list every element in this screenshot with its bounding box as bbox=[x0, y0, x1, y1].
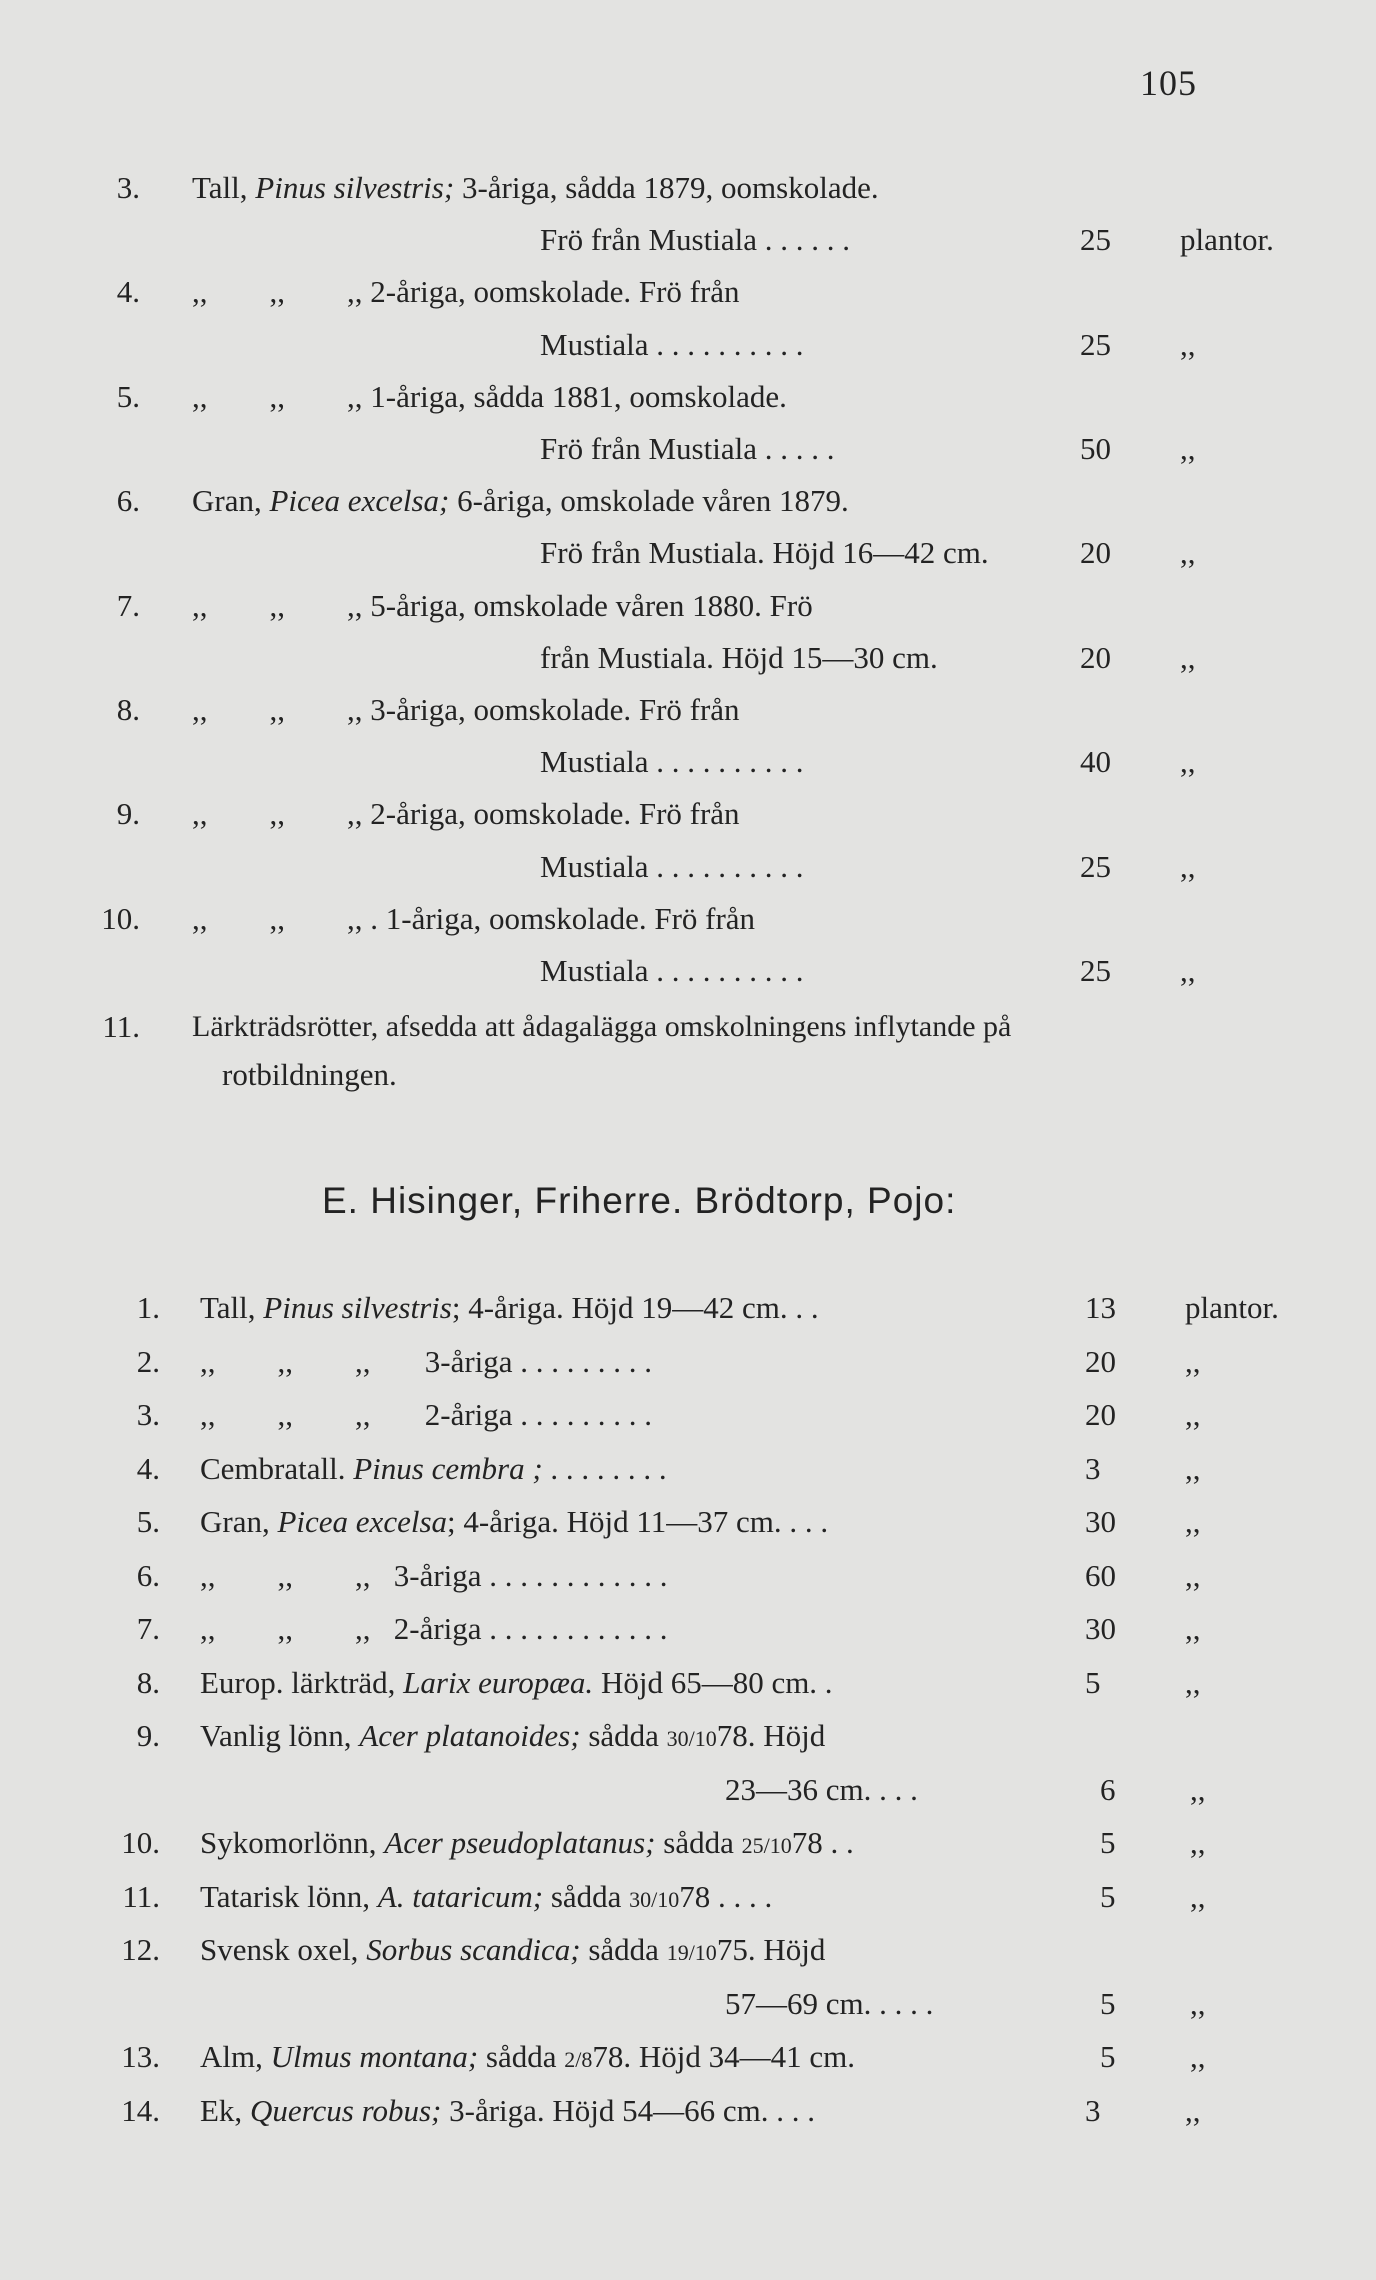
item-continuation: 57—69 cm. . . . . bbox=[725, 1985, 942, 2021]
item-line: Gran, Picea excelsa; 6-åriga, omskolade våren 1879. bbox=[192, 483, 849, 519]
item-number: 5. bbox=[136, 1504, 160, 1539]
plant-count: 20 bbox=[1080, 535, 1111, 571]
unit: ,, bbox=[1185, 1450, 1201, 1486]
unit: ,, bbox=[1190, 1771, 1206, 1807]
item-line: Ek, Quercus robus; 3-åriga. Höjd 54—66 cm. . . . bbox=[200, 2092, 823, 2128]
item-continuation: Frö från Mustiala. Höjd 16—42 cm. bbox=[540, 535, 997, 571]
item-line: ,, ,, ,, 2-åriga . . . . . . . . . bbox=[200, 1397, 660, 1432]
latin-name: Acer platanoides; bbox=[359, 1718, 581, 1753]
unit: ,, bbox=[1180, 535, 1196, 571]
unit: ,, bbox=[1185, 1664, 1201, 1700]
item-line: ,, ,, ,, 2-åriga . . . . . . . . . . . . bbox=[200, 1611, 676, 1646]
item-continuation: Mustiala . . . . . . . . . . bbox=[540, 326, 812, 362]
item-number: 1. bbox=[136, 1290, 160, 1325]
plant-count: 5 bbox=[1100, 1825, 1116, 1860]
item-continuation: Mustiala . . . . . . . . . . bbox=[540, 744, 812, 780]
item-line: ,, ,, ,, 5-åriga, omskolade våren 1880. Frö bbox=[192, 587, 813, 623]
plant-count: 30 bbox=[1085, 1504, 1116, 1539]
unit: ,, bbox=[1185, 2092, 1201, 2128]
item-line: Cembratall. Pinus cembra ; . . . . . . . . bbox=[200, 1450, 675, 1486]
item-line: ,, ,, ,, 2-åriga, oomskolade. Frö från bbox=[192, 796, 740, 832]
item-line: ,, ,, ,, 2-åriga, oomskolade. Frö från bbox=[192, 274, 740, 310]
item-number: 4. bbox=[116, 274, 140, 310]
sowing-date-fraction: 2/8 bbox=[564, 2047, 593, 2072]
item-number: 5. bbox=[116, 378, 140, 414]
plant-count: 40 bbox=[1080, 744, 1111, 780]
latin-name: Picea excelsa; bbox=[269, 483, 450, 519]
unit: ,, bbox=[1190, 1825, 1206, 1860]
plant-count: 25 bbox=[1080, 953, 1111, 988]
item-number: 3. bbox=[136, 1397, 160, 1432]
item-line: Vanlig lönn, Acer platanoides; sådda 30/1078. Höjd bbox=[200, 1718, 826, 1753]
item-number: 6. bbox=[116, 483, 140, 519]
plant-count: 5 bbox=[1100, 1985, 1116, 2021]
item-line: Tatarisk lönn, A. tataricum; sådda 30/1078 . . . . bbox=[200, 1878, 781, 1914]
plant-count: 6 bbox=[1100, 1771, 1116, 1807]
latin-name: Larix europæa. bbox=[403, 1664, 594, 1700]
latin-name: Ulmus montana; bbox=[270, 2039, 479, 2074]
item-line: Europ. lärkträd, Larix europæa. Höjd 65—80 cm. . bbox=[200, 1664, 841, 1700]
item-line: ,, ,, ,, 3-åriga, oomskolade. Frö från bbox=[192, 692, 740, 727]
unit: ,, bbox=[1185, 1611, 1201, 1646]
latin-name: Pinus cembra ; bbox=[353, 1450, 543, 1486]
plant-count: 13 bbox=[1085, 1290, 1116, 1325]
unit: plantor. bbox=[1185, 1290, 1279, 1325]
item-number: 9. bbox=[116, 796, 140, 832]
plant-count: 20 bbox=[1085, 1343, 1116, 1379]
plant-count: 25 bbox=[1080, 222, 1111, 258]
item-number: 7. bbox=[116, 587, 140, 623]
sowing-date-fraction: 19/10 bbox=[666, 1940, 717, 1965]
item-number: 14. bbox=[121, 2092, 160, 2128]
unit: ,, bbox=[1185, 1557, 1201, 1593]
item-line: Tall, Pinus silvestris; 3-åriga, sådda 1879, oomskolade. bbox=[192, 170, 879, 205]
unit: ,, bbox=[1185, 1504, 1201, 1539]
unit: ,, bbox=[1180, 639, 1196, 675]
plant-count: 5 bbox=[1100, 1878, 1116, 1914]
item-continuation: rotbildningen. bbox=[222, 1057, 397, 1093]
latin-name: A. tataricum; bbox=[377, 1878, 544, 1914]
item-line: Sykomorlönn, Acer pseudoplatanus; sådda 25/1078 . . bbox=[200, 1825, 862, 1860]
latin-name: Pinus silvestris bbox=[263, 1290, 452, 1325]
item-line: Gran, Picea excelsa; 4-åriga. Höjd 11—37 cm. . . . bbox=[200, 1504, 836, 1539]
item-continuation: 23—36 cm. . . . bbox=[725, 1771, 926, 1807]
latin-name: Pinus silvestris; bbox=[255, 170, 455, 205]
item-number: 3. bbox=[116, 170, 140, 205]
plant-count: 3 bbox=[1085, 2092, 1101, 2128]
item-number: 13. bbox=[121, 2039, 160, 2074]
plant-count: 30 bbox=[1085, 1611, 1116, 1646]
item-line: ,, ,, ,, 3-åriga . . . . . . . . . bbox=[200, 1343, 660, 1379]
item-number: 11. bbox=[102, 1009, 140, 1045]
unit: ,, bbox=[1180, 953, 1196, 988]
unit: ,, bbox=[1190, 1878, 1206, 1914]
unit: ,, bbox=[1180, 744, 1196, 780]
item-continuation: Frö från Mustiala . . . . . . bbox=[540, 222, 858, 258]
item-number: 7. bbox=[136, 1611, 160, 1646]
item-line: Tall, Pinus silvestris; 4-åriga. Höjd 19—42 cm. . . bbox=[200, 1290, 827, 1325]
item-number: 8. bbox=[116, 692, 140, 727]
plant-count: 5 bbox=[1085, 1664, 1101, 1700]
latin-name: Picea excelsa bbox=[277, 1504, 448, 1539]
sowing-date-fraction: 25/10 bbox=[741, 1833, 792, 1858]
unit: ,, bbox=[1190, 1985, 1206, 2021]
item-continuation: Mustiala . . . . . . . . . . bbox=[540, 953, 812, 988]
unit: ,, bbox=[1180, 848, 1196, 884]
plant-count: 60 bbox=[1085, 1557, 1116, 1593]
item-number: 2. bbox=[136, 1343, 160, 1379]
unit: plantor. bbox=[1180, 222, 1274, 258]
item-number: 11. bbox=[122, 1878, 160, 1914]
section-heading: E. Hisinger, Friherre. Brödtorp, Pojo: bbox=[322, 1180, 957, 1221]
latin-name: Quercus robus; bbox=[249, 2092, 442, 2128]
item-number: 9. bbox=[136, 1718, 160, 1753]
item-line: Alm, Ulmus montana; sådda 2/878. Höjd 34—41 cm. bbox=[200, 2039, 863, 2074]
plant-count: 3 bbox=[1085, 1450, 1101, 1486]
unit: ,, bbox=[1180, 431, 1196, 466]
item-continuation: Mustiala . . . . . . . . . . bbox=[540, 848, 812, 884]
item-line: Lärkträdsrötter, afsedda att ådagalägga omskolningens inflytande på bbox=[192, 1010, 1012, 1044]
sowing-date-fraction: 30/10 bbox=[666, 1726, 717, 1751]
plant-count: 50 bbox=[1080, 431, 1111, 466]
item-number: 6. bbox=[136, 1557, 160, 1593]
unit: ,, bbox=[1185, 1343, 1201, 1379]
plant-count: 20 bbox=[1080, 639, 1111, 675]
item-continuation: Frö från Mustiala . . . . . bbox=[540, 431, 843, 466]
item-line: Svensk oxel, Sorbus scandica; sådda 19/1075. Höjd bbox=[200, 1932, 826, 1967]
item-number: 12. bbox=[121, 1932, 160, 1967]
item-line: ,, ,, ,, . 1-åriga, oomskolade. Frö från bbox=[192, 900, 756, 936]
item-number: 10. bbox=[101, 900, 140, 936]
plant-count: 5 bbox=[1100, 2039, 1116, 2074]
plant-count: 25 bbox=[1080, 848, 1111, 884]
unit: ,, bbox=[1185, 1397, 1201, 1432]
item-number: 10. bbox=[121, 1825, 160, 1860]
item-line: ,, ,, ,, 1-åriga, sådda 1881, oomskolade. bbox=[192, 378, 787, 414]
latin-name: Acer pseudoplatanus; bbox=[384, 1825, 656, 1860]
plant-count: 25 bbox=[1080, 326, 1111, 362]
unit: ,, bbox=[1190, 2039, 1206, 2074]
item-continuation: från Mustiala. Höjd 15—30 cm. bbox=[540, 639, 946, 675]
unit: ,, bbox=[1180, 326, 1196, 362]
sowing-date-fraction: 30/10 bbox=[629, 1886, 680, 1912]
latin-name: Sorbus scandica; bbox=[366, 1932, 581, 1967]
item-line: ,, ,, ,, 3-åriga . . . . . . . . . . . . bbox=[200, 1557, 676, 1593]
page-number: 105 bbox=[1140, 63, 1197, 103]
item-number: 8. bbox=[136, 1664, 160, 1700]
plant-count: 20 bbox=[1085, 1397, 1116, 1432]
item-number: 4. bbox=[136, 1450, 160, 1486]
